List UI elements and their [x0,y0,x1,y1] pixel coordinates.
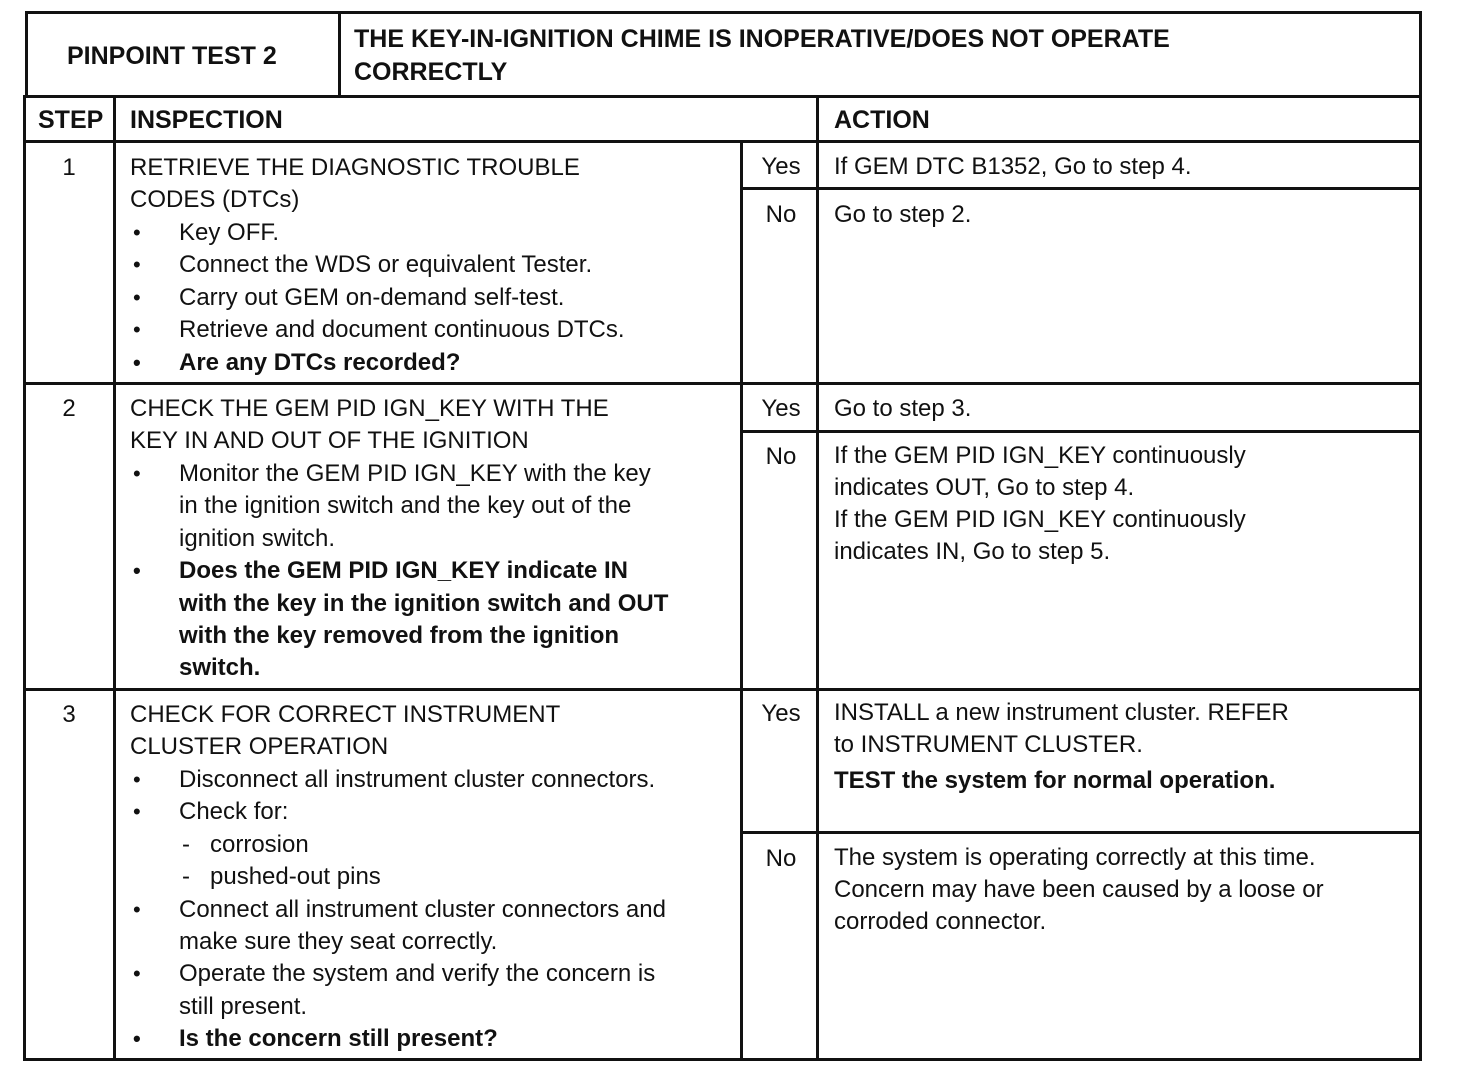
step-2-yes-label: Yes [761,395,801,422]
step-1-title [130,152,580,216]
step-1-title-line: RETRIEVE THE DIAGNOSTIC TROUBLE [130,154,580,181]
sub-list-item: - corrosion [130,829,666,861]
yes-no-divider-step-1 [740,187,1422,190]
sub-list-item: - pushed-out pins [130,861,666,893]
step-1-no-label: No [765,201,797,228]
column-header-action: ACTION [834,106,930,134]
step-1-yes-action: If GEM DTC B1352, Go to step 4. [834,153,1192,180]
step-2-question-continuation: with the key removed from the ignition [179,622,620,650]
step-3-number: 3 [62,701,76,728]
step-2-checklist [130,458,668,685]
step-2-no-action-line: If the GEM PID IGN_KEY continuously [834,442,1246,469]
step-1-no-action: Go to step 2. [834,201,972,228]
step-2-title-line: KEY IN AND OUT OF THE IGNITION [130,427,529,454]
step-3-yes-label: Yes [761,700,801,727]
step-3-no-action-line: Concern may have been caused by a loose or [834,876,1324,903]
yes-no-column-divider [740,142,743,1061]
step-2-no-action-line: If the GEM PID IGN_KEY continuously [834,506,1246,533]
step-1-question: • Are any DTCs recorded? [130,347,625,379]
step-1-title-line: CODES (DTCs) [130,186,300,213]
step-2-no-action [834,440,1246,568]
yes-no-divider-step-3 [740,831,1422,834]
step-2-question-continuation: with the key in the ignition switch and OUT [179,589,669,617]
step-2-yes-action: Go to step 3. [834,395,972,422]
step-3-yes-action [834,697,1289,797]
list-item-continuation: ignition switch. [179,524,336,552]
list-item: • Retrieve and document continuous DTCs. [130,314,625,346]
step-3-no-action [834,842,1324,938]
test-title-line-1: THE KEY-IN-IGNITION CHIME IS INOPERATIVE/DOES NOT OPERATE [354,25,1170,53]
list-item-continuation: make sure they seat correctly. [179,928,498,956]
step-3-question: • Is the concern still present? [130,1023,666,1055]
step-1-checklist [130,217,625,379]
row-divider-1-2 [23,382,1422,385]
step-3-checklist [130,764,666,1056]
step-column-divider [113,95,116,1061]
test-label: PINPOINT TEST 2 [67,42,277,70]
step-3-yes-action-line: to INSTRUMENT CLUSTER. [834,731,1143,758]
list-item: • Key OFF. [130,217,625,249]
step-3-title-line: CLUSTER OPERATION [130,733,389,760]
step-2-title [130,393,609,457]
list-item: • Monitor the GEM PID IGN_KEY with the key [130,458,668,490]
yes-no-divider-step-2 [740,430,1422,433]
title-divider [338,11,341,98]
list-item: • Disconnect all instrument cluster connectors. [130,764,666,796]
step-2-number: 2 [62,395,76,422]
list-item: • Check for: [130,796,666,828]
step-2-question: • Does the GEM PID IGN_KEY indicate IN [130,555,668,587]
step-3-title-line: CHECK FOR CORRECT INSTRUMENT [130,701,561,728]
step-3-yes-action-bold-line: TEST the system for normal operation. [834,767,1276,794]
list-item: • Connect all instrument cluster connectors and [130,894,666,926]
column-header-step: STEP [38,106,104,134]
step-2-no-action-line: indicates IN, Go to step 5. [834,538,1111,565]
list-item: • Carry out GEM on-demand self-test. [130,282,625,314]
list-item: • Connect the WDS or equivalent Tester. [130,249,625,281]
step-3-no-action-line: corroded connector. [834,908,1047,935]
action-column-divider [816,95,819,1061]
step-3-no-action-line: The system is operating correctly at this time. [834,844,1316,871]
list-item-continuation: in the ignition switch and the key out of the [179,492,632,520]
step-3-yes-action-line: INSTALL a new instrument cluster. REFER [834,699,1289,726]
test-title-line-2: CORRECTLY [354,58,508,86]
step-1-yes-label: Yes [761,153,801,180]
list-item-continuation: still present. [179,992,308,1020]
step-2-no-action-line: indicates OUT, Go to step 4. [834,474,1135,501]
step-2-question-continuation: switch. [179,654,261,682]
row-divider-2-3 [23,688,1422,691]
step-2-no-label: No [765,443,797,470]
column-header-inspection: INSPECTION [130,106,283,134]
list-item: • Operate the system and verify the concern is [130,958,666,990]
step-2-title-line: CHECK THE GEM PID IGN_KEY WITH THE [130,395,609,422]
step-3-title [130,699,560,763]
header-row-divider [23,140,1422,143]
step-1-number: 1 [62,154,76,181]
step-3-no-label: No [765,845,797,872]
